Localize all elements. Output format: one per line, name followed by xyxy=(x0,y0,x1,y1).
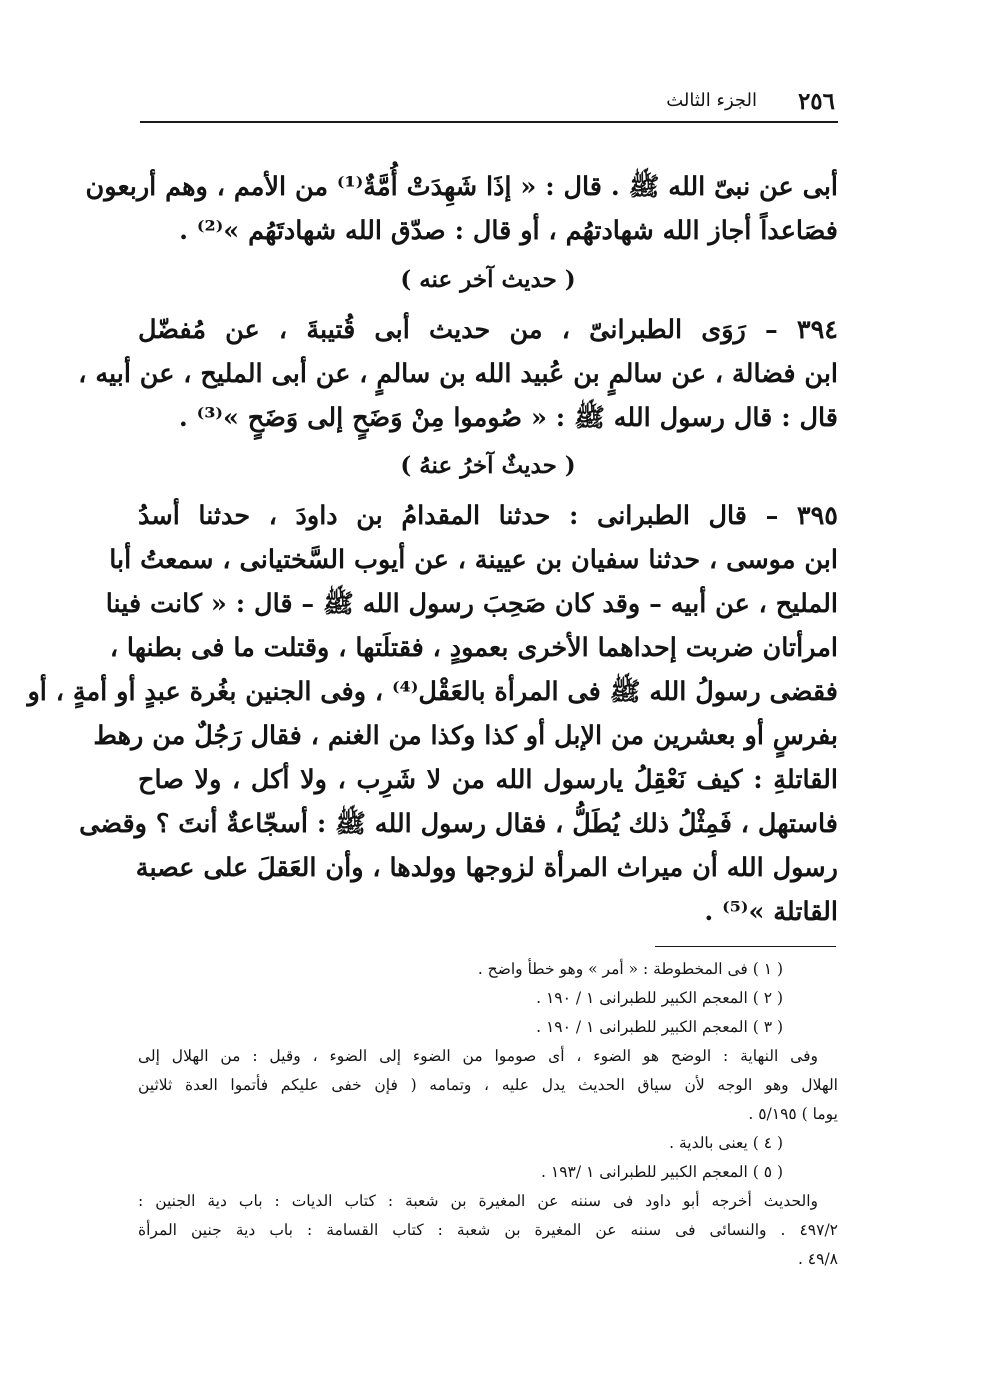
paragraph-line: فقضى رسولُ الله ﷺ فى المرأة بالعَقْل⁽⁴⁾ ، وفى الجنين بغُرة عبدٍ أو أمةٍ ، أو xyxy=(27,677,838,707)
paragraph-line: امرأتان ضربت إحداهما الأخرى بعمودٍ ، فقتلَتها ، وقتلت ما فى بطنها ، xyxy=(109,633,838,663)
page-number: ٢٥٦ xyxy=(797,88,835,115)
footnote-1: ( ١ ) فى المخطوطة : « أمر » وهو خطأ واضح . xyxy=(477,960,783,978)
footnote-5: ( ٥ ) المعجم الكبير للطبرانى ١ /١٩٣ . xyxy=(541,1163,783,1181)
paragraph-1 xyxy=(85,165,838,253)
hadith-394 xyxy=(78,308,838,440)
section-heading: ( حديثٌ آخرُ عنهُ ) xyxy=(400,452,576,479)
footnote-divider xyxy=(655,946,836,947)
paragraph-line: ابن فضالة ، عن سالمٍ بن عُبيد الله بن سالمٍ ، عن أبى المليح ، عن أبيه ، xyxy=(78,359,838,389)
footnote-2: ( ٢ ) المعجم الكبير للطبرانى ١ / ١٩٠ . xyxy=(536,989,783,1007)
footnote-3: ( ٣ ) المعجم الكبير للطبرانى ١ / ١٩٠ . xyxy=(536,1018,783,1036)
section-heading: ( حديث آخر عنه ) xyxy=(400,266,576,293)
paragraph-line: رسول الله أن ميراث المرأة لزوجها وولدها ، وأن العَقلَ على عصبة xyxy=(135,853,838,883)
hadith-395 xyxy=(27,494,838,934)
paragraph-line: أبى عن نبىّ الله ﷺ . قال : « إذَا شَهِدَتْ أُمَّةٌ⁽¹⁾ من الأمم ، وهم أربعون xyxy=(85,172,838,202)
paragraph-line: بفرسٍ أو بعشرين من الإبل أو كذا وكذا من الغنم ، فقال رَجُلٌ من رهط xyxy=(93,721,838,751)
footnote-5-note-line: ٤٩/٨ . xyxy=(797,1250,838,1268)
footnote-3-note-line: يوما ) ٥/١٩٥ . xyxy=(748,1105,838,1123)
paragraph-line: فصَاعداً أجاز الله شهادتهُم ، أو قال : صدّق الله شهادتَهُم »⁽²⁾ . xyxy=(179,216,838,246)
footnotes xyxy=(138,955,838,1274)
footnote-3-note-line: الهلال وهو الوجه لأن سياق الحديث يدل عليه ، وتمامه ( فإن خفى عليكم فأتموا العدة ثلاثين xyxy=(138,1076,838,1094)
paragraph-line: المليح ، عن أبيه – وقد كان صَحِبَ رسول الله ﷺ – قال : « كانت فينا xyxy=(105,589,838,619)
footnote-5-note-line: والحديث أخرجه أبو داود فى سننه عن المغيرة بن شعبة : كتاب الديات : باب دية الجنين : xyxy=(138,1192,818,1210)
header-divider xyxy=(140,121,838,123)
paragraph-line: القاتلةِ : كيف نَعْقِلُ يارسول الله من لا شَرِب ، ولا أكل ، ولا صاح xyxy=(138,765,838,795)
page-header xyxy=(140,86,835,120)
footnote-4: ( ٤ ) يعنى بالدية . xyxy=(669,1134,783,1152)
paragraph-line: القاتلة »⁽⁵⁾ . xyxy=(704,897,838,927)
paragraph-line: قال : قال رسول الله ﷺ : « صُوموا مِنْ وَضَحٍ إلى وَضَحٍ »⁽³⁾ . xyxy=(178,403,838,433)
paragraph-line: ٣٩٥ – قال الطبرانى : حدثنا المقدامُ بن داودَ ، حدثنا أسدُ xyxy=(138,501,838,531)
footnote-5-note-line: ٤٩٧/٢ . والنسائى فى سننه عن المغيرة بن شعبة : كتاب القسامة : باب دية جنين المرأة xyxy=(138,1221,838,1239)
paragraph-line: فاستهل ، فَمِثْلُ ذلك يُطَلُّ ، فقال رسول الله ﷺ : أسجّاعةٌ أنتَ ؟ وقضى xyxy=(79,809,838,839)
running-title: الجزء الثالث xyxy=(666,90,757,111)
paragraph-line: ٣٩٤ – رَوَى الطبرانىّ ، من حديث أبى قُتيبةَ ، عن مُفضّل xyxy=(138,315,838,345)
footnote-3-note-line: وفى النهاية : الوضح هو الضوء ، أى صوموا من الضوء إلى الضوء ، وقيل : من الهلال إلى xyxy=(138,1047,818,1065)
paragraph-line: ابن موسى ، حدثنا سفيان بن عيينة ، عن أيوب السَّختيانى ، سمعتُ أبا xyxy=(109,545,838,575)
